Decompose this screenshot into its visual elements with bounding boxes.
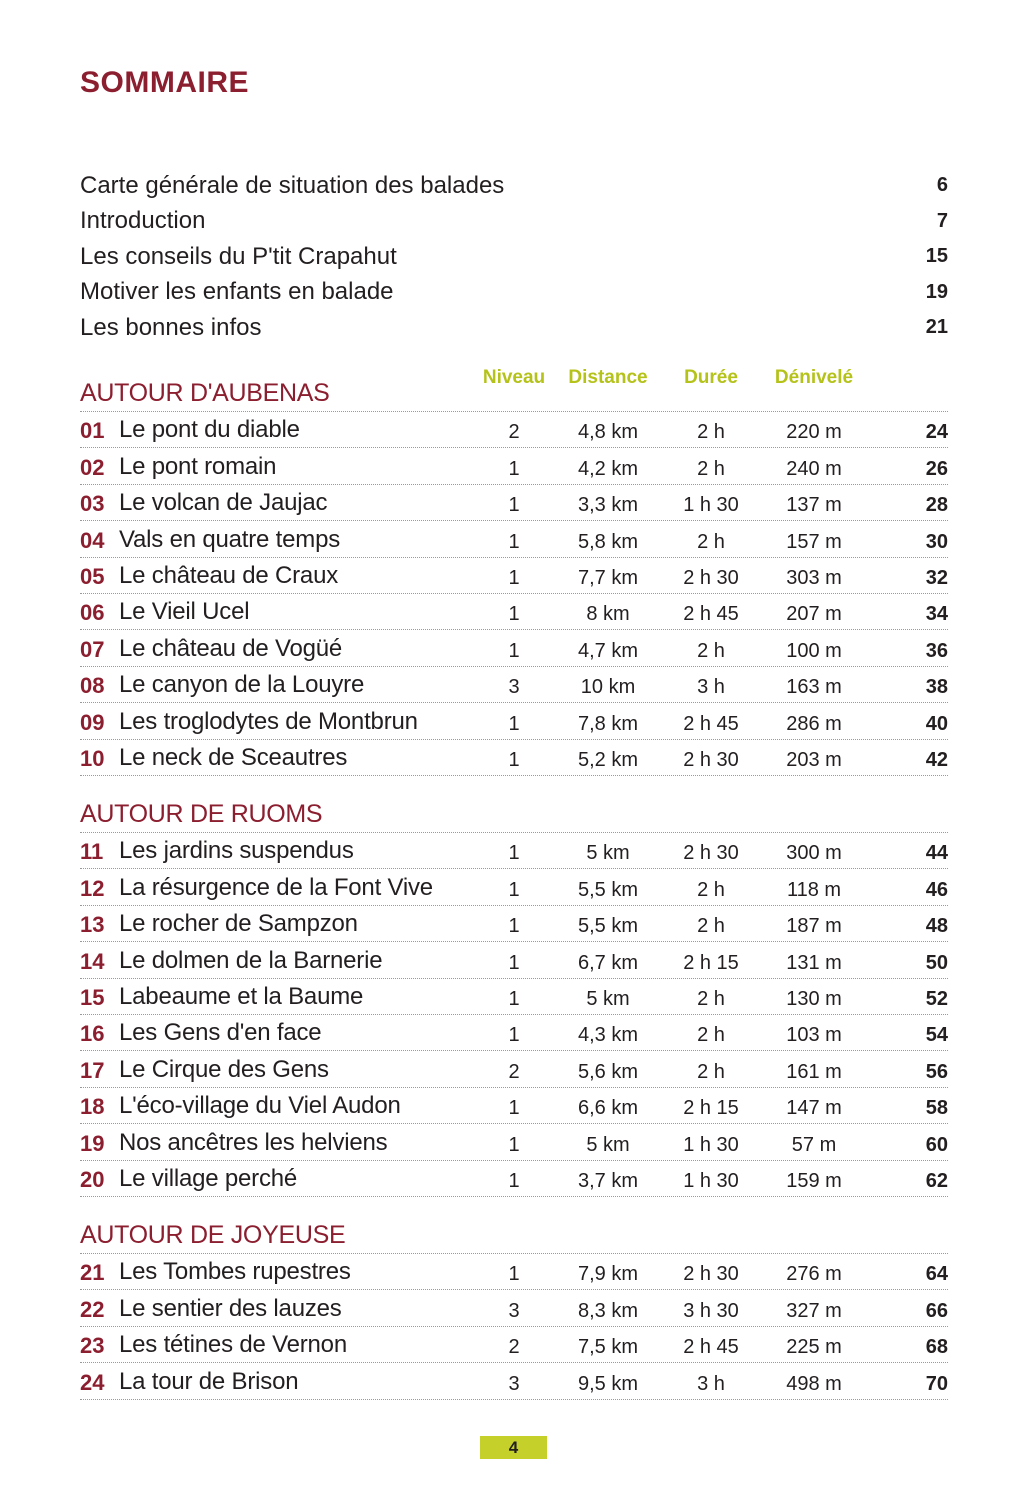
walk-distance: 5 km — [586, 842, 630, 865]
walk-distance: 7,9 km — [577, 1263, 639, 1286]
walk-name: Le neck de Sceautres — [119, 743, 348, 771]
walk-duree: 2 h — [697, 530, 725, 553]
walk-number: 05 — [80, 563, 105, 589]
walk-denivele: 303 m — [786, 566, 842, 589]
walk-page: 52 — [925, 987, 948, 1010]
walk-number: 16 — [80, 1021, 105, 1047]
section-header — [80, 1209, 948, 1254]
walk-page: 68 — [925, 1336, 948, 1359]
walk-distance: 10 km — [580, 676, 636, 699]
walk-distance: 5,5 km — [577, 915, 639, 938]
walk-page: 36 — [925, 639, 948, 662]
section-header — [80, 367, 948, 412]
walk-number: 06 — [80, 600, 105, 626]
walk-distance: 8,3 km — [577, 1299, 639, 1322]
walk-niveau: 1 — [508, 603, 520, 626]
walk-niveau: 1 — [508, 1169, 520, 1192]
intro-list — [80, 168, 948, 346]
walk-duree: 2 h — [697, 421, 725, 444]
walk-page: 62 — [925, 1169, 948, 1192]
intro-item[interactable] — [80, 204, 948, 240]
walk-niveau: 3 — [508, 676, 520, 699]
walk-name: Les jardins suspendus — [119, 837, 354, 865]
column-header-denivele: Dénivelé — [774, 367, 854, 388]
walk-number: 02 — [80, 454, 105, 480]
walk-distance: 4,8 km — [577, 421, 639, 444]
walk-row[interactable] — [80, 1290, 948, 1326]
walk-denivele: 103 m — [786, 1024, 842, 1047]
walk-duree: 2 h — [697, 639, 725, 662]
walk-distance: 7,5 km — [577, 1336, 639, 1359]
walk-page: 56 — [925, 1060, 948, 1083]
walk-page: 44 — [925, 842, 948, 865]
walk-number: 12 — [80, 875, 105, 901]
column-header-distance: Distance — [568, 367, 648, 388]
walk-distance: 5,2 km — [577, 748, 639, 771]
walk-name: Les troglodytes de Montbrun — [119, 707, 418, 735]
walk-denivele: 130 m — [786, 987, 842, 1010]
walk-duree: 1 h 30 — [683, 1169, 739, 1192]
walk-denivele: 159 m — [786, 1169, 842, 1192]
walk-distance: 5 km — [586, 987, 630, 1010]
intro-item-label: Les bonnes infos — [80, 313, 262, 341]
walk-duree: 1 h 30 — [683, 1133, 739, 1156]
walk-distance: 4,3 km — [577, 1024, 639, 1047]
walk-distance: 5 km — [586, 1133, 630, 1156]
walk-niveau: 1 — [508, 951, 520, 974]
intro-item-label: Carte générale de situation des balades — [80, 171, 505, 199]
walk-distance: 8 km — [586, 603, 630, 626]
walk-distance: 4,7 km — [577, 639, 639, 662]
walk-row[interactable] — [80, 412, 948, 448]
walk-name: Le village perché — [119, 1164, 298, 1192]
walk-niveau: 1 — [508, 530, 520, 553]
walk-number: 09 — [80, 709, 105, 735]
walk-distance: 5,6 km — [577, 1060, 639, 1083]
walk-niveau: 1 — [508, 566, 520, 589]
walk-niveau: 1 — [508, 1133, 520, 1156]
walk-niveau: 1 — [508, 1024, 520, 1047]
walk-page: 48 — [925, 915, 948, 938]
walk-row[interactable] — [80, 448, 948, 484]
walk-denivele: 147 m — [786, 1097, 842, 1120]
walk-denivele: 300 m — [786, 842, 842, 865]
walk-denivele: 240 m — [786, 457, 842, 480]
walk-denivele: 163 m — [786, 676, 842, 699]
walk-duree: 2 h 15 — [683, 951, 739, 974]
walk-distance: 7,7 km — [577, 566, 639, 589]
walk-duree: 2 h 15 — [683, 1097, 739, 1120]
walk-number: 20 — [80, 1166, 105, 1192]
walk-number: 11 — [80, 839, 104, 865]
walk-duree: 2 h — [697, 987, 725, 1010]
section-header — [80, 788, 948, 833]
walk-niveau: 1 — [508, 987, 520, 1010]
walk-duree: 3 h — [697, 1372, 725, 1395]
walk-denivele: 161 m — [786, 1060, 842, 1083]
walk-denivele: 57 m — [791, 1133, 837, 1156]
walk-number: 08 — [80, 673, 105, 699]
walk-distance: 3,3 km — [577, 494, 639, 517]
walk-niveau: 2 — [508, 1336, 520, 1359]
walk-page: 42 — [925, 748, 948, 771]
walk-denivele: 276 m — [786, 1263, 842, 1286]
walk-duree: 2 h 30 — [683, 748, 739, 771]
walk-denivele: 187 m — [786, 915, 842, 938]
walk-niveau: 1 — [508, 915, 520, 938]
walk-number: 03 — [80, 491, 105, 517]
walk-row[interactable] — [80, 1088, 948, 1124]
walk-page: 32 — [925, 566, 948, 589]
walk-name: Nos ancêtres les helviens — [119, 1128, 388, 1156]
walk-niveau: 1 — [508, 457, 520, 480]
walk-denivele: 100 m — [786, 639, 842, 662]
walk-niveau: 1 — [508, 1097, 520, 1120]
walk-row[interactable] — [80, 1124, 948, 1160]
walk-duree: 2 h — [697, 878, 725, 901]
walk-number: 01 — [80, 418, 105, 444]
walk-row[interactable] — [80, 594, 948, 630]
walk-row[interactable] — [80, 521, 948, 557]
walk-niveau: 1 — [508, 639, 520, 662]
walk-niveau: 3 — [508, 1299, 520, 1322]
walk-row[interactable] — [80, 558, 948, 594]
intro-item-page: 6 — [936, 174, 948, 197]
page-number-badge: 4 — [480, 1436, 547, 1459]
walk-number: 24 — [80, 1369, 105, 1395]
walk-number: 23 — [80, 1333, 105, 1359]
intro-item-label: Les conseils du P'tit Crapahut — [80, 242, 397, 270]
walk-page: 66 — [925, 1299, 948, 1322]
walk-page: 58 — [925, 1097, 948, 1120]
walk-distance: 5,8 km — [577, 530, 639, 553]
section-aubenas — [80, 367, 948, 776]
walk-name: Le sentier des lauzes — [119, 1294, 342, 1322]
walk-number: 10 — [80, 745, 105, 771]
walk-page: 40 — [925, 712, 948, 735]
walk-number: 14 — [80, 948, 105, 974]
walk-row[interactable] — [80, 1161, 948, 1197]
walk-duree: 1 h 30 — [683, 494, 739, 517]
walk-name: Le dolmen de la Barnerie — [119, 946, 383, 974]
walk-name: Le pont romain — [119, 452, 277, 480]
walk-row[interactable] — [80, 833, 948, 869]
walk-page: 70 — [925, 1372, 948, 1395]
walk-page: 26 — [925, 457, 948, 480]
walk-niveau: 3 — [508, 1372, 520, 1395]
walk-denivele: 207 m — [786, 603, 842, 626]
walk-name: La résurgence de la Font Vive — [119, 873, 433, 901]
walk-name: Les Gens d'en face — [119, 1019, 322, 1047]
walk-row[interactable] — [80, 869, 948, 905]
section-title: AUTOUR DE RUOMS — [80, 800, 323, 828]
section-title: AUTOUR D'AUBENAS — [80, 379, 330, 407]
walk-distance: 6,6 km — [577, 1097, 639, 1120]
page-title: SOMMAIRE — [80, 66, 249, 99]
walk-niveau: 1 — [508, 1263, 520, 1286]
walk-name: Le rocher de Sampzon — [119, 910, 358, 938]
section-ruoms — [80, 788, 948, 1197]
walk-niveau: 1 — [508, 842, 520, 865]
walk-number: 04 — [80, 527, 105, 553]
walk-duree: 2 h 45 — [683, 1336, 739, 1359]
intro-item-page: 19 — [925, 280, 948, 303]
walk-page: 60 — [925, 1133, 948, 1156]
walk-name: L'éco-village du Viel Audon — [119, 1092, 401, 1120]
intro-item[interactable] — [80, 275, 948, 311]
walk-name: La tour de Brison — [119, 1367, 299, 1395]
walk-niveau: 2 — [508, 421, 520, 444]
column-header-niveau: Niveau — [482, 367, 546, 388]
walk-duree: 2 h 45 — [683, 603, 739, 626]
intro-item-page: 21 — [925, 316, 948, 339]
intro-item[interactable] — [80, 168, 948, 204]
walk-denivele: 137 m — [786, 494, 842, 517]
walk-row[interactable] — [80, 667, 948, 703]
intro-item-label: Motiver les enfants en balade — [80, 278, 394, 306]
section-joyeuse — [80, 1209, 948, 1400]
walk-row[interactable] — [80, 979, 948, 1015]
column-header-duree: Durée — [684, 367, 738, 388]
intro-item[interactable] — [80, 310, 948, 346]
walk-page: 34 — [925, 603, 948, 626]
walk-page: 50 — [925, 951, 948, 974]
walk-row[interactable] — [80, 1363, 948, 1399]
walk-number: 21 — [80, 1260, 105, 1286]
walk-number: 13 — [80, 912, 105, 938]
walk-duree: 3 h — [697, 676, 725, 699]
walk-denivele: 286 m — [786, 712, 842, 735]
walk-niveau: 1 — [508, 712, 520, 735]
walk-distance: 9,5 km — [577, 1372, 639, 1395]
walk-page: 38 — [925, 676, 948, 699]
intro-item-page: 7 — [936, 209, 948, 232]
walk-list — [80, 1254, 948, 1400]
walk-duree: 2 h 30 — [683, 842, 739, 865]
walk-niveau: 2 — [508, 1060, 520, 1083]
intro-item-label: Introduction — [80, 207, 206, 235]
walk-denivele: 118 m — [786, 878, 842, 901]
walk-duree: 2 h 45 — [683, 712, 739, 735]
walk-name: Les Tombes rupestres — [119, 1258, 351, 1286]
walk-list — [80, 412, 948, 776]
intro-item[interactable] — [80, 239, 948, 275]
walk-row[interactable] — [80, 1254, 948, 1290]
walk-duree: 2 h — [697, 915, 725, 938]
walk-distance: 6,7 km — [577, 951, 639, 974]
walk-number: 18 — [80, 1094, 105, 1120]
intro-item-page: 15 — [925, 245, 948, 268]
walk-niveau: 1 — [508, 494, 520, 517]
walk-number: 15 — [80, 984, 105, 1010]
walk-row[interactable] — [80, 630, 948, 666]
walk-row[interactable] — [80, 906, 948, 942]
walk-row[interactable] — [80, 942, 948, 978]
walk-name: Le château de Vogüé — [119, 634, 343, 662]
walk-distance: 5,5 km — [577, 878, 639, 901]
walk-name: Le volcan de Jaujac — [119, 489, 328, 517]
walk-duree: 2 h — [697, 1060, 725, 1083]
walk-name: Le canyon de la Louyre — [119, 671, 365, 699]
walk-denivele: 131 m — [786, 951, 842, 974]
walk-list — [80, 833, 948, 1197]
walk-page: 54 — [925, 1024, 948, 1047]
walk-page: 46 — [925, 878, 948, 901]
walk-row[interactable] — [80, 485, 948, 521]
walk-page: 30 — [925, 530, 948, 553]
walk-name: Labeaume et la Baume — [119, 982, 364, 1010]
walk-duree: 2 h 30 — [683, 1263, 739, 1286]
walk-distance: 7,8 km — [577, 712, 639, 735]
walk-number: 17 — [80, 1057, 105, 1083]
walk-page: 28 — [925, 494, 948, 517]
walk-duree: 2 h 30 — [683, 566, 739, 589]
walk-niveau: 1 — [508, 878, 520, 901]
walk-niveau: 1 — [508, 748, 520, 771]
walk-row[interactable] — [80, 703, 948, 739]
walk-name: Le Vieil Ucel — [119, 598, 250, 626]
walk-row[interactable] — [80, 740, 948, 776]
walk-denivele: 203 m — [786, 748, 842, 771]
walk-name: Le Cirque des Gens — [119, 1055, 329, 1083]
walk-distance: 4,2 km — [577, 457, 639, 480]
walk-row[interactable] — [80, 1015, 948, 1051]
walk-name: Vals en quatre temps — [119, 525, 341, 553]
walk-duree: 2 h — [697, 1024, 725, 1047]
walk-row[interactable] — [80, 1327, 948, 1363]
walk-denivele: 327 m — [786, 1299, 842, 1322]
walk-row[interactable] — [80, 1051, 948, 1087]
walk-number: 19 — [80, 1130, 105, 1156]
walk-denivele: 225 m — [786, 1336, 842, 1359]
walk-number: 07 — [80, 636, 105, 662]
walk-denivele: 220 m — [786, 421, 842, 444]
walk-name: Les tétines de Vernon — [119, 1331, 347, 1359]
walk-number: 22 — [80, 1296, 105, 1322]
walk-denivele: 157 m — [786, 530, 842, 553]
walk-duree: 3 h 30 — [683, 1299, 739, 1322]
section-title: AUTOUR DE JOYEUSE — [80, 1221, 346, 1249]
walk-page: 24 — [925, 421, 948, 444]
walk-page: 64 — [925, 1263, 948, 1286]
walk-name: Le château de Craux — [119, 561, 339, 589]
walk-distance: 3,7 km — [577, 1169, 639, 1192]
walk-name: Le pont du diable — [119, 416, 300, 444]
walk-duree: 2 h — [697, 457, 725, 480]
walk-denivele: 498 m — [786, 1372, 842, 1395]
